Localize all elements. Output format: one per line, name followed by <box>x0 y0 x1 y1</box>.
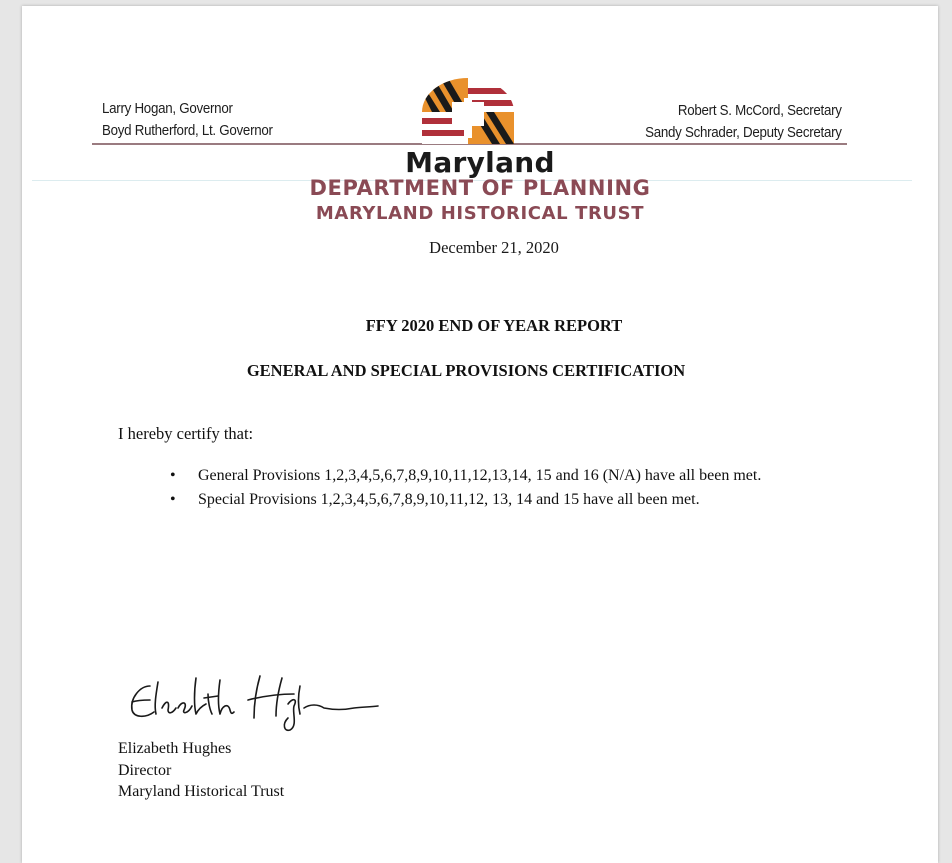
report-title: FFY 2020 END OF YEAR REPORT <box>365 316 623 335</box>
deputy-secretary-line: Sandy Schrader, Deputy Secretary <box>645 125 842 141</box>
certify-intro: I hereby certify that: <box>118 424 254 443</box>
governor-line: Larry Hogan, Governor <box>102 101 233 117</box>
department-name: DEPARTMENT OF PLANNING <box>309 176 651 200</box>
signer-organization: Maryland Historical Trust <box>118 783 285 800</box>
provisions-list <box>170 464 761 512</box>
maryland-wordmark: Maryland <box>405 146 555 179</box>
header-left <box>102 98 273 142</box>
list-item: • Special Provisions 1,2,3,4,5,6,7,8,9,10,11,12, 13, 14 and 15 have all been met. <box>170 488 761 512</box>
signer-block <box>118 738 284 803</box>
document-page <box>22 6 938 863</box>
letter-date: December 21, 2020 <box>429 238 559 257</box>
trust-name: MARYLAND HISTORICAL TRUST <box>315 203 645 224</box>
report-subtitle: GENERAL AND SPECIAL PROVISIONS CERTIFICATION <box>246 361 686 380</box>
signer-title: Director <box>118 761 172 779</box>
maryland-flag-logo-icon <box>420 78 516 144</box>
list-item: • General Provisions 1,2,3,4,5,6,7,8,9,10,11,12,13,14, 15 and 16 (N/A) have all been met. <box>170 464 761 488</box>
handwritten-signature <box>122 664 382 734</box>
secretary-line: Robert S. McCord, Secretary <box>678 103 842 119</box>
header-right <box>645 100 842 144</box>
signer-name: Elizabeth Hughes <box>118 740 232 757</box>
lt-governor-line: Boyd Rutherford, Lt. Governor <box>102 123 273 139</box>
